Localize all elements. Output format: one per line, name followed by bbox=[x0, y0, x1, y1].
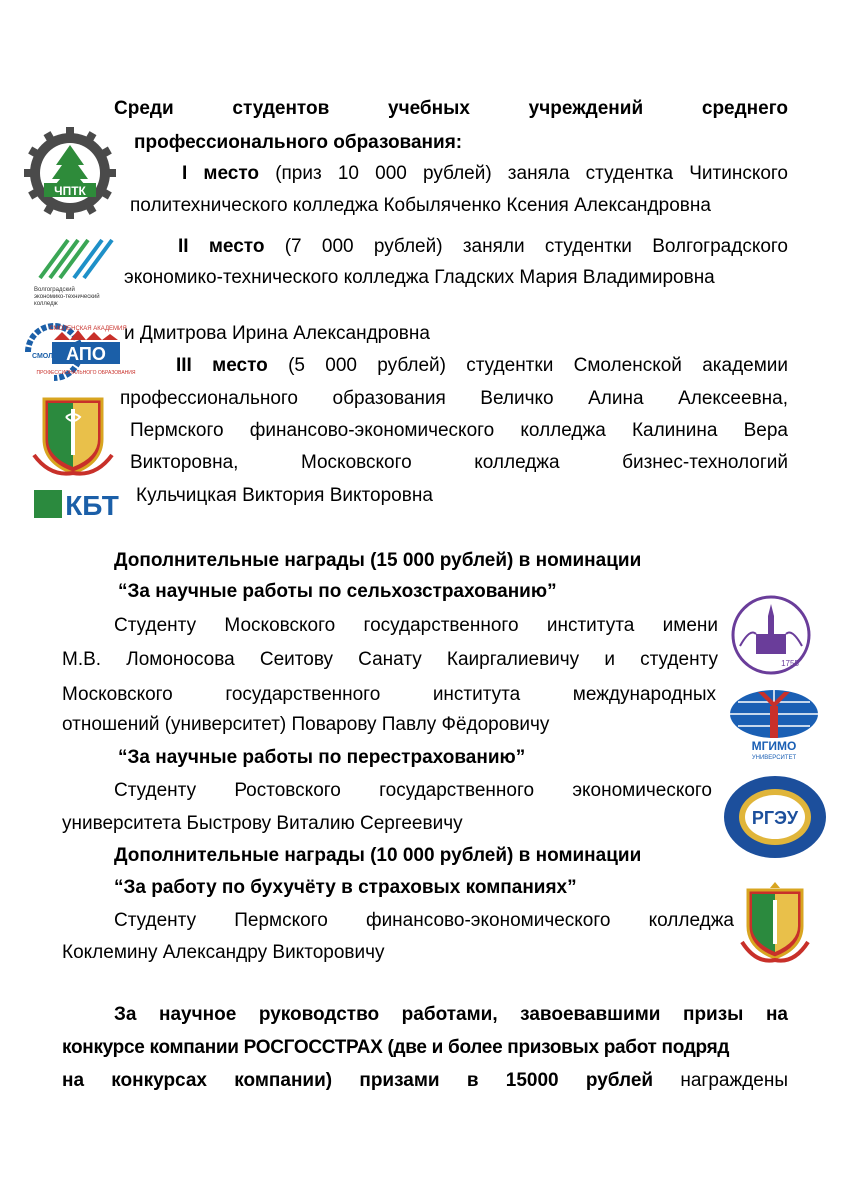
rgeu-logo-text: РГЭУ bbox=[751, 808, 799, 828]
first-place-text: (приз 10 000 рублей) заняла студентка Читинского bbox=[275, 163, 788, 184]
n1-line2: М.В. Ломоносова Сеитову Санату Каиргалиевичу и студенту bbox=[62, 649, 718, 670]
s4-line3 bbox=[62, 1069, 788, 1093]
kbt-logo-text: КБТ bbox=[65, 490, 119, 521]
third-place-line3: Пермского финансово-экономического колледжа Калинина Вера bbox=[130, 420, 788, 441]
third-place-label: III место bbox=[176, 355, 268, 376]
n1-line1: Студенту Московского государственного института имени bbox=[114, 615, 718, 636]
apo-logo-small: СМОЛ bbox=[32, 353, 53, 360]
chptk-logo bbox=[22, 125, 118, 221]
kbt-logo bbox=[34, 488, 126, 520]
s4-line3-bold: на конкурсах компании) призами в 15000 рублей bbox=[62, 1070, 654, 1091]
second-place-line3: и Дмитрова Ирина Александровна bbox=[124, 323, 430, 344]
nomination-agri-insurance: “За научные работы по сельхозстрахованию” bbox=[118, 581, 557, 602]
third-place-line1 bbox=[176, 354, 788, 378]
nomination-accounting: “За работу по бухучёту в страховых компаниях” bbox=[114, 877, 577, 898]
mgimo-logo-caption: УНИВЕРСИТЕТ bbox=[751, 755, 797, 761]
section2-heading: Дополнительные награды (15 000 рублей) в номинации bbox=[114, 550, 642, 571]
vetk-logo bbox=[34, 234, 118, 306]
section1-heading-line2: профессионального образования: bbox=[134, 132, 463, 153]
chptk-logo-text: ЧПТК bbox=[54, 184, 86, 198]
apo-logo-text: АПО bbox=[66, 344, 106, 364]
second-place-line1 bbox=[178, 235, 788, 259]
n1-line3: Московского государственного института международных bbox=[62, 684, 716, 705]
vetk-logo-caption: Волгоградский экономико-технический колледж bbox=[34, 287, 100, 307]
third-place-line4: Викторовна, Московского колледжа бизнес-технологий bbox=[130, 452, 788, 473]
s4-line3-rest: награждены bbox=[680, 1070, 788, 1091]
rgeu-logo bbox=[722, 774, 828, 860]
msu-logo bbox=[730, 594, 812, 676]
n1-line4: отношений (университет) Поварову Павлу Фёдоровичу bbox=[62, 714, 550, 735]
mgimo-logo bbox=[728, 686, 820, 762]
second-place-label: II место bbox=[178, 236, 265, 257]
nomination-reinsurance: “За научные работы по перестрахованию” bbox=[118, 747, 526, 768]
n2-line2: университета Быстрову Виталию Сергеевичу bbox=[62, 813, 463, 834]
s4-line2: конкурсе компании РОСГОССТРАХ (две и более призовых работ подряд bbox=[62, 1037, 730, 1058]
n2-line1: Студенту Ростовского государственного экономического bbox=[114, 780, 712, 801]
apo-logo bbox=[18, 318, 136, 384]
first-place-line2: политехнического колледжа Кобыляченко Ксения Александровна bbox=[130, 195, 711, 216]
perm-college-emblem-2 bbox=[740, 880, 810, 964]
third-place-text: (5 000 рублей) студентки Смоленской академии bbox=[288, 355, 789, 376]
apo-logo-top: СМОЛЕНСКАЯ АКАДЕМИЯ bbox=[49, 326, 127, 332]
second-place-line2: экономико-технического колледжа Гладских Мария Владимировна bbox=[124, 267, 715, 288]
s4-line1: За научное руководство работами, завоевавшими призы на bbox=[114, 1004, 788, 1025]
mgimo-logo-text: МГИМО bbox=[751, 739, 797, 753]
s3-line1: Студенту Пермского финансово-экономического колледжа bbox=[114, 910, 734, 931]
first-place-line1 bbox=[182, 162, 788, 186]
apo-logo-caption: ПРОФЕССИОНАЛЬНОГО ОБРАЗОВАНИЯ bbox=[36, 370, 136, 376]
perm-college-emblem bbox=[30, 395, 116, 479]
third-place-line5: Кульчицкая Виктория Викторовна bbox=[136, 485, 433, 506]
s3-line2: Коклемину Александру Викторовичу bbox=[62, 942, 385, 963]
first-place-label: I место bbox=[182, 163, 260, 184]
msu-logo-year: 1755 bbox=[781, 659, 799, 668]
section3-heading: Дополнительные награды (10 000 рублей) в номинации bbox=[114, 845, 642, 866]
section1-heading-line1: Среди студентов учебных учреждений среднего bbox=[114, 98, 788, 119]
second-place-text: (7 000 рублей) заняли студентки Волгоградского bbox=[284, 236, 789, 257]
third-place-line2: профессионального образования Величко Алина Алексеевна, bbox=[120, 388, 788, 409]
